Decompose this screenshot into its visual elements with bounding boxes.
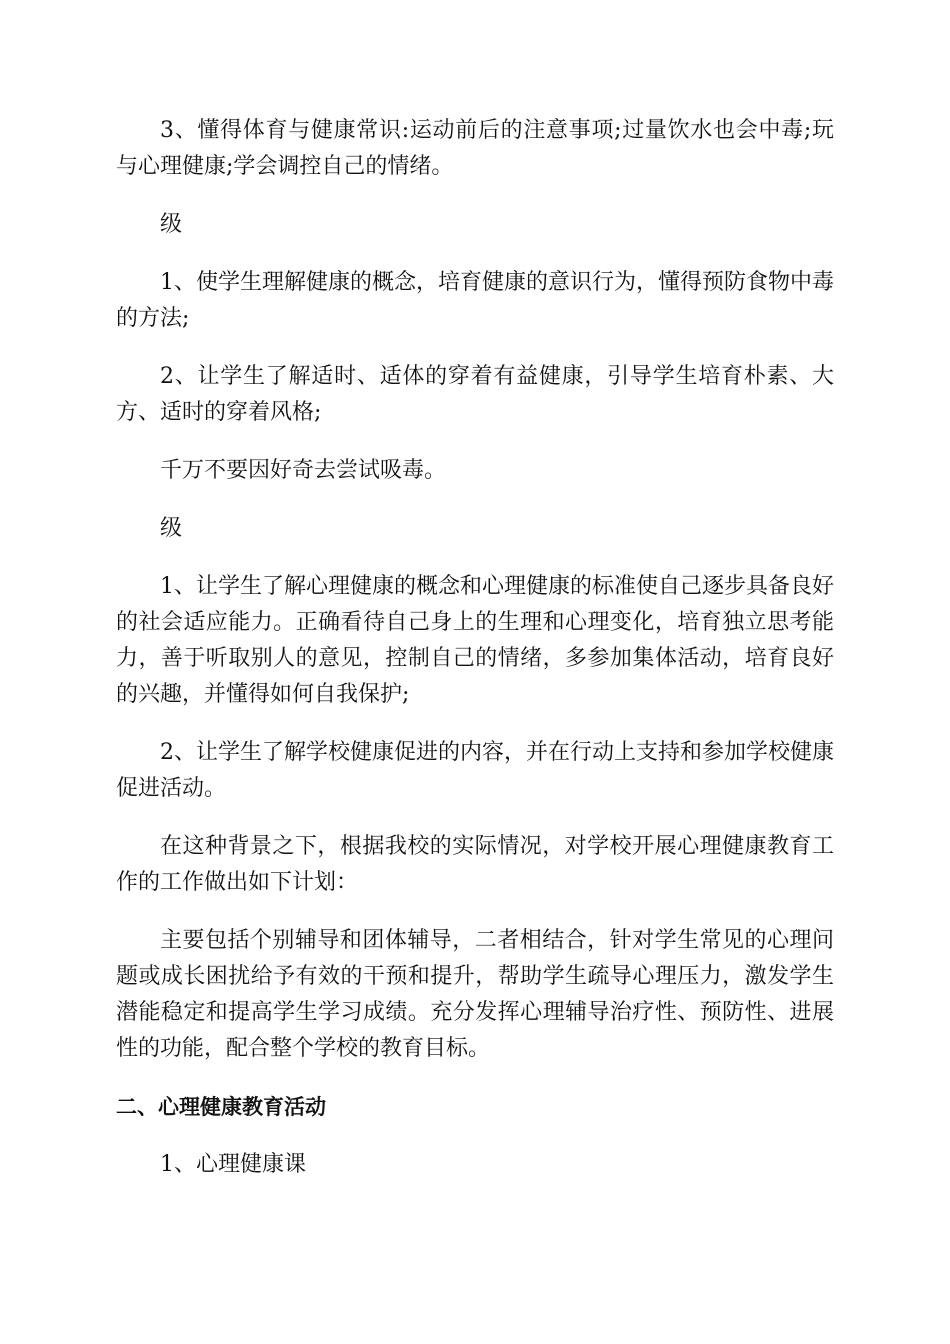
item-2-school-promotion: 2、让学生了解学校健康促进的内容，并在行动上支持和参加学校健康促进活动。 bbox=[116, 740, 834, 801]
item-1-health-concept: 1、使学生理解健康的概念，培育健康的意识行为，懂得预防食物中毒的方法; bbox=[116, 270, 834, 331]
item-2-dressing: 2、让学生了解适时、适体的穿着有益健康，引导学生培育朴素、大方、适时的穿着风格; bbox=[116, 364, 834, 425]
grade-label-2: 级 bbox=[160, 516, 183, 541]
background-plan: 在这种背景之下，根据我校的实际情况，对学校开展心理健康教育工作的工作做出如下计划： bbox=[116, 834, 834, 895]
counseling-description: 主要包括个别辅导和团体辅导，二者相结合，针对学生常见的心理问题或成长困扰给予有效的干预和提升，帮助学生疏导心理压力，激发学生潜能稳定和提高学生学习成绩。充分发挥心理辅导治疗性、预防性、进展性的功能，配合整个学校的教育目标。 bbox=[116, 928, 834, 1061]
grade-label-1: 级 bbox=[160, 212, 183, 237]
item-1-mental-course: 1、心理健康课 bbox=[160, 1152, 306, 1177]
section-heading-2: 二、心理健康教育活动 bbox=[116, 1095, 326, 1119]
document-body bbox=[116, 113, 834, 1205]
item-3-health-knowledge: 3、懂得体育与健康常识:运动前后的注意事项;过量饮水也会中毒;玩与心理健康;学会调控自己的情绪。 bbox=[116, 118, 834, 179]
drug-warning: 千万不要因好奇去尝试吸毒。 bbox=[160, 458, 447, 483]
item-1-mental-health: 1、让学生了解心理健康的概念和心理健康的标准使自己逐步具备良好的社会适应能力。正确看待自己身上的生理和心理变化，培育独立思考能力，善于听取别人的意见，控制自己的情绪，多参加集体活动，培育良好的兴趣，并懂得如何自我保护; bbox=[116, 574, 834, 707]
